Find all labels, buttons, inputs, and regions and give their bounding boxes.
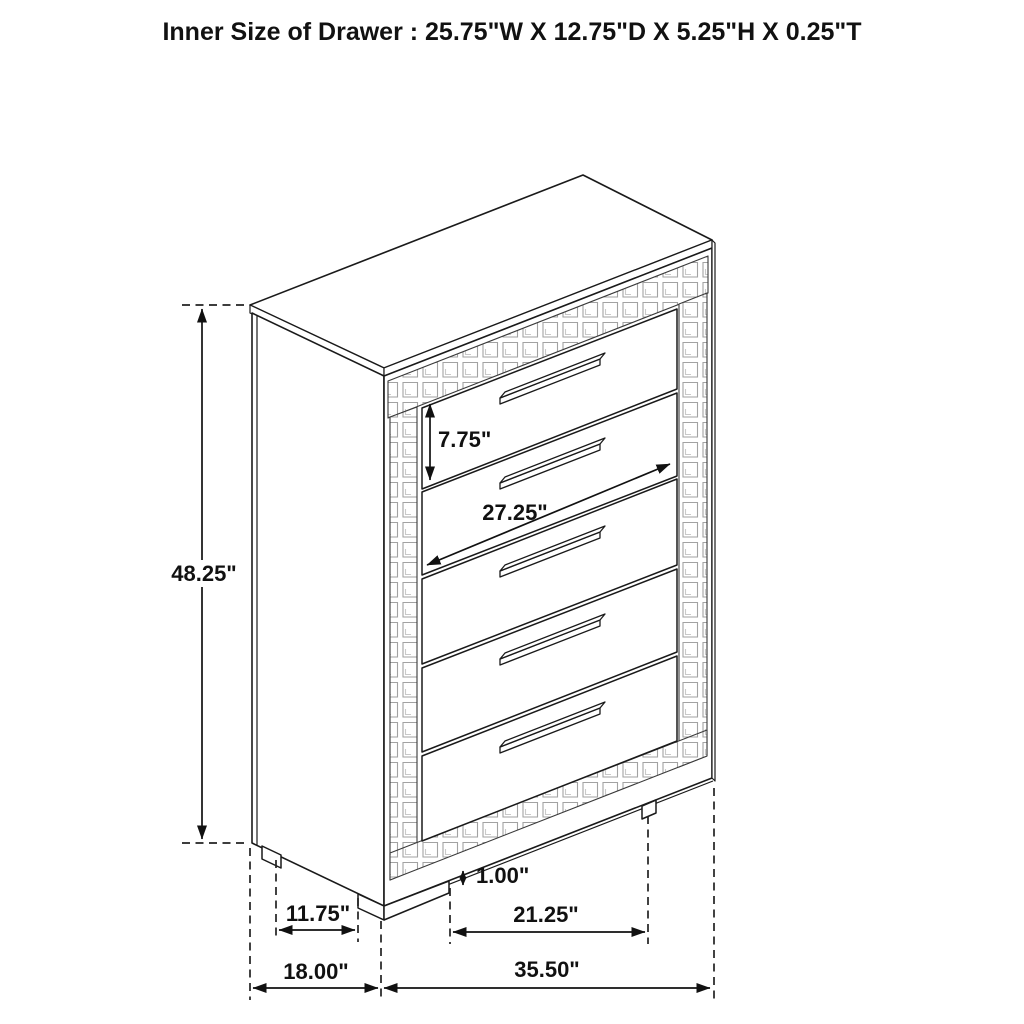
dimension-label-overall-height: 48.25"	[171, 561, 237, 586]
dimension-label-foot-inset-depth: 11.75"	[285, 901, 351, 926]
frame-left-stile	[390, 407, 417, 880]
dimension-label-overall-depth: 18.00"	[283, 959, 349, 984]
chest-right-edge	[712, 240, 715, 781]
chest-side-panel	[252, 313, 384, 906]
frame-right-stile	[679, 293, 707, 767]
dimension-label-overall-width: 35.50"	[514, 957, 580, 982]
dimension-label-foot-height: 1.00"	[476, 863, 530, 888]
dimension-label-front-feet-span: 21.25"	[513, 902, 579, 927]
dimension-label-drawer-height: 7.75"	[438, 427, 492, 452]
diagram-title: Inner Size of Drawer : 25.75"W X 12.75"D X 5.25"H X 0.25"T	[162, 18, 862, 46]
chest-illustration	[250, 175, 715, 920]
dimension-label-drawer-width: 27.25"	[482, 500, 548, 525]
